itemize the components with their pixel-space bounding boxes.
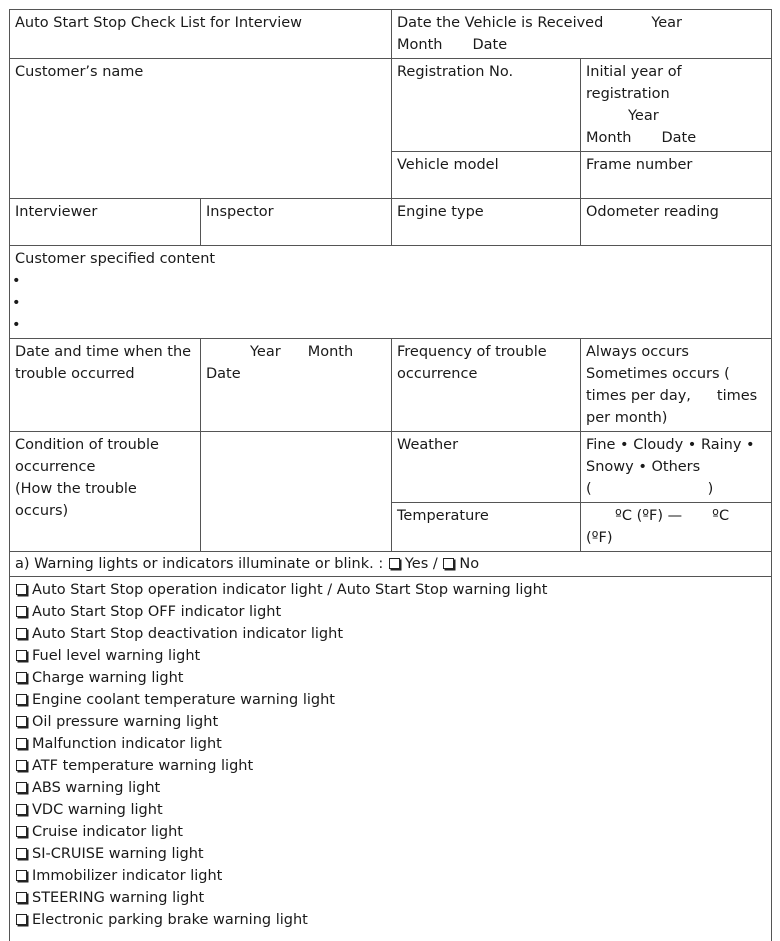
date-received-year: Year: [651, 15, 682, 31]
weather-label: Weather: [397, 437, 458, 453]
warning-question-cell: [10, 552, 772, 577]
frequency-per-day: times per day,: [586, 388, 691, 404]
frame-number-cell[interactable]: [581, 152, 772, 199]
checkbox-icon[interactable]: [16, 782, 27, 793]
frequency-label: Frequency of trouble occurrence: [397, 344, 547, 382]
condition-label-line: (How the trouble: [15, 478, 196, 500]
yes-label: Yes /: [405, 556, 438, 572]
frequency-per-month: times: [717, 388, 757, 404]
condition-label-line: Condition of trouble: [15, 434, 196, 456]
checkbox-icon[interactable]: [16, 672, 27, 683]
checkbox-icon[interactable]: [16, 804, 27, 815]
initial-year-date: Date: [661, 130, 696, 146]
checkbox-icon[interactable]: [16, 606, 27, 617]
date-received-date: Date: [472, 37, 507, 53]
warning-light-item[interactable]: Engine coolant temperature warning light: [15, 689, 767, 711]
condition-value-cell[interactable]: [201, 432, 392, 552]
checkbox-icon[interactable]: [16, 584, 27, 595]
trouble-datetime-label: Date and time when the trouble occurred: [15, 344, 191, 382]
warning-light-item[interactable]: STEERING warning light: [15, 887, 767, 909]
warning-light-item[interactable]: Charge warning light: [15, 667, 767, 689]
engine-type-cell[interactable]: [392, 199, 581, 246]
vehicle-model-label: Vehicle model: [397, 157, 499, 173]
customer-content-bullet: •: [15, 270, 767, 292]
customer-name-cell[interactable]: [10, 59, 392, 199]
warning-light-item[interactable]: Auto Start Stop deactivation indicator light: [15, 623, 767, 645]
inspector-label: Inspector: [206, 204, 274, 220]
trouble-datetime-cell[interactable]: [201, 339, 392, 432]
date-received-cell[interactable]: [392, 10, 772, 59]
warning-light-item[interactable]: ABS warning light: [15, 777, 767, 799]
form-title-cell: [10, 10, 392, 59]
interviewer-cell[interactable]: [10, 199, 201, 246]
condition-label-cell: [10, 432, 201, 552]
condition-label-line: occurrence: [15, 456, 196, 478]
checkbox-icon[interactable]: [16, 892, 27, 903]
checkbox-icon[interactable]: [16, 628, 27, 639]
customer-name-label: Customer’s name: [15, 64, 143, 80]
interviewer-label: Interviewer: [15, 204, 97, 220]
odometer-reading-label: Odometer reading: [586, 204, 719, 220]
warning-light-item[interactable]: Fuel level warning light: [15, 645, 767, 667]
checkbox-icon[interactable]: [16, 760, 27, 771]
date-received-month: Month: [397, 37, 442, 53]
warning-light-item[interactable]: Malfunction indicator light: [15, 733, 767, 755]
warning-lights-cell: [10, 577, 772, 941]
registration-no-label: Registration No.: [397, 64, 513, 80]
customer-content-label: Customer specified content: [15, 248, 767, 270]
inspector-cell[interactable]: [201, 199, 392, 246]
trouble-date: Date: [206, 363, 387, 385]
warning-light-item[interactable]: Auto Start Stop operation indicator light / Auto Start Stop warning light: [15, 579, 767, 601]
checkbox-icon[interactable]: [16, 914, 27, 925]
initial-year-month: Month: [586, 130, 631, 146]
weather-options-line2: Snowy • Others: [586, 456, 767, 478]
frequency-always: Always occurs: [586, 341, 767, 363]
warning-light-item[interactable]: SI-CRUISE warning light: [15, 843, 767, 865]
checkbox-icon[interactable]: [16, 870, 27, 881]
registration-no-cell[interactable]: [392, 59, 581, 152]
temperature-to: ºC: [712, 508, 729, 524]
checkbox-icon[interactable]: [16, 848, 27, 859]
warning-light-item[interactable]: Oil pressure warning light: [15, 711, 767, 733]
warning-light-item[interactable]: Electronic parking brake warning light: [15, 909, 767, 931]
frame-number-label: Frame number: [586, 157, 692, 173]
temperature-unit: (ºF): [586, 527, 767, 549]
initial-year-cell[interactable]: [581, 59, 772, 152]
warning-light-item[interactable]: ATF temperature warning light: [15, 755, 767, 777]
checkbox-icon[interactable]: [16, 694, 27, 705]
weather-label-cell: [392, 432, 581, 503]
temperature-label: Temperature: [397, 508, 489, 524]
frequency-label-cell: [392, 339, 581, 432]
warning-light-item[interactable]: VDC warning light: [15, 799, 767, 821]
warning-light-item[interactable]: Cruise indicator light: [15, 821, 767, 843]
trouble-datetime-label-cell: [10, 339, 201, 432]
trouble-year: Year: [250, 344, 281, 360]
weather-options-line1: Fine • Cloudy • Rainy •: [586, 434, 767, 456]
checkbox-icon[interactable]: [16, 716, 27, 727]
frequency-per-month-tail: per month): [586, 407, 767, 429]
checkbox-icon[interactable]: [16, 738, 27, 749]
date-received-label: Date the Vehicle is Received: [397, 15, 603, 31]
initial-year-year: Year: [586, 105, 767, 127]
checkbox-icon[interactable]: [16, 650, 27, 661]
trouble-month: Month: [308, 344, 353, 360]
temperature-cell[interactable]: [581, 503, 772, 552]
no-checkbox[interactable]: [443, 558, 454, 569]
temperature-from: ºC (ºF) —: [615, 508, 682, 524]
no-label: No: [459, 556, 479, 572]
frequency-cell[interactable]: [581, 339, 772, 432]
frequency-sometimes: Sometimes occurs (: [586, 363, 767, 385]
customer-content-bullet: •: [15, 292, 767, 314]
condition-label-line: occurs): [15, 500, 196, 522]
engine-type-label: Engine type: [397, 204, 484, 220]
initial-year-label: Initial year of registration: [586, 61, 767, 105]
odometer-reading-cell[interactable]: [581, 199, 772, 246]
weather-others-open: (: [586, 481, 592, 497]
warning-light-item[interactable]: Auto Start Stop OFF indicator light: [15, 601, 767, 623]
customer-content-bullet: •: [15, 314, 767, 336]
form-title: Auto Start Stop Check List for Interview: [15, 15, 302, 31]
warning-question-text: a) Warning lights or indicators illuminate or blink. :: [15, 556, 383, 572]
weather-cell[interactable]: [581, 432, 772, 503]
temperature-label-cell: [392, 503, 581, 552]
warning-light-item[interactable]: Immobilizer indicator light: [15, 865, 767, 887]
weather-others-close: ): [708, 481, 714, 497]
customer-content-cell[interactable]: [10, 246, 772, 339]
vehicle-model-cell[interactable]: [392, 152, 581, 199]
interview-check-list-form: [9, 9, 772, 941]
checkbox-icon[interactable]: [16, 826, 27, 837]
yes-checkbox[interactable]: [389, 558, 400, 569]
